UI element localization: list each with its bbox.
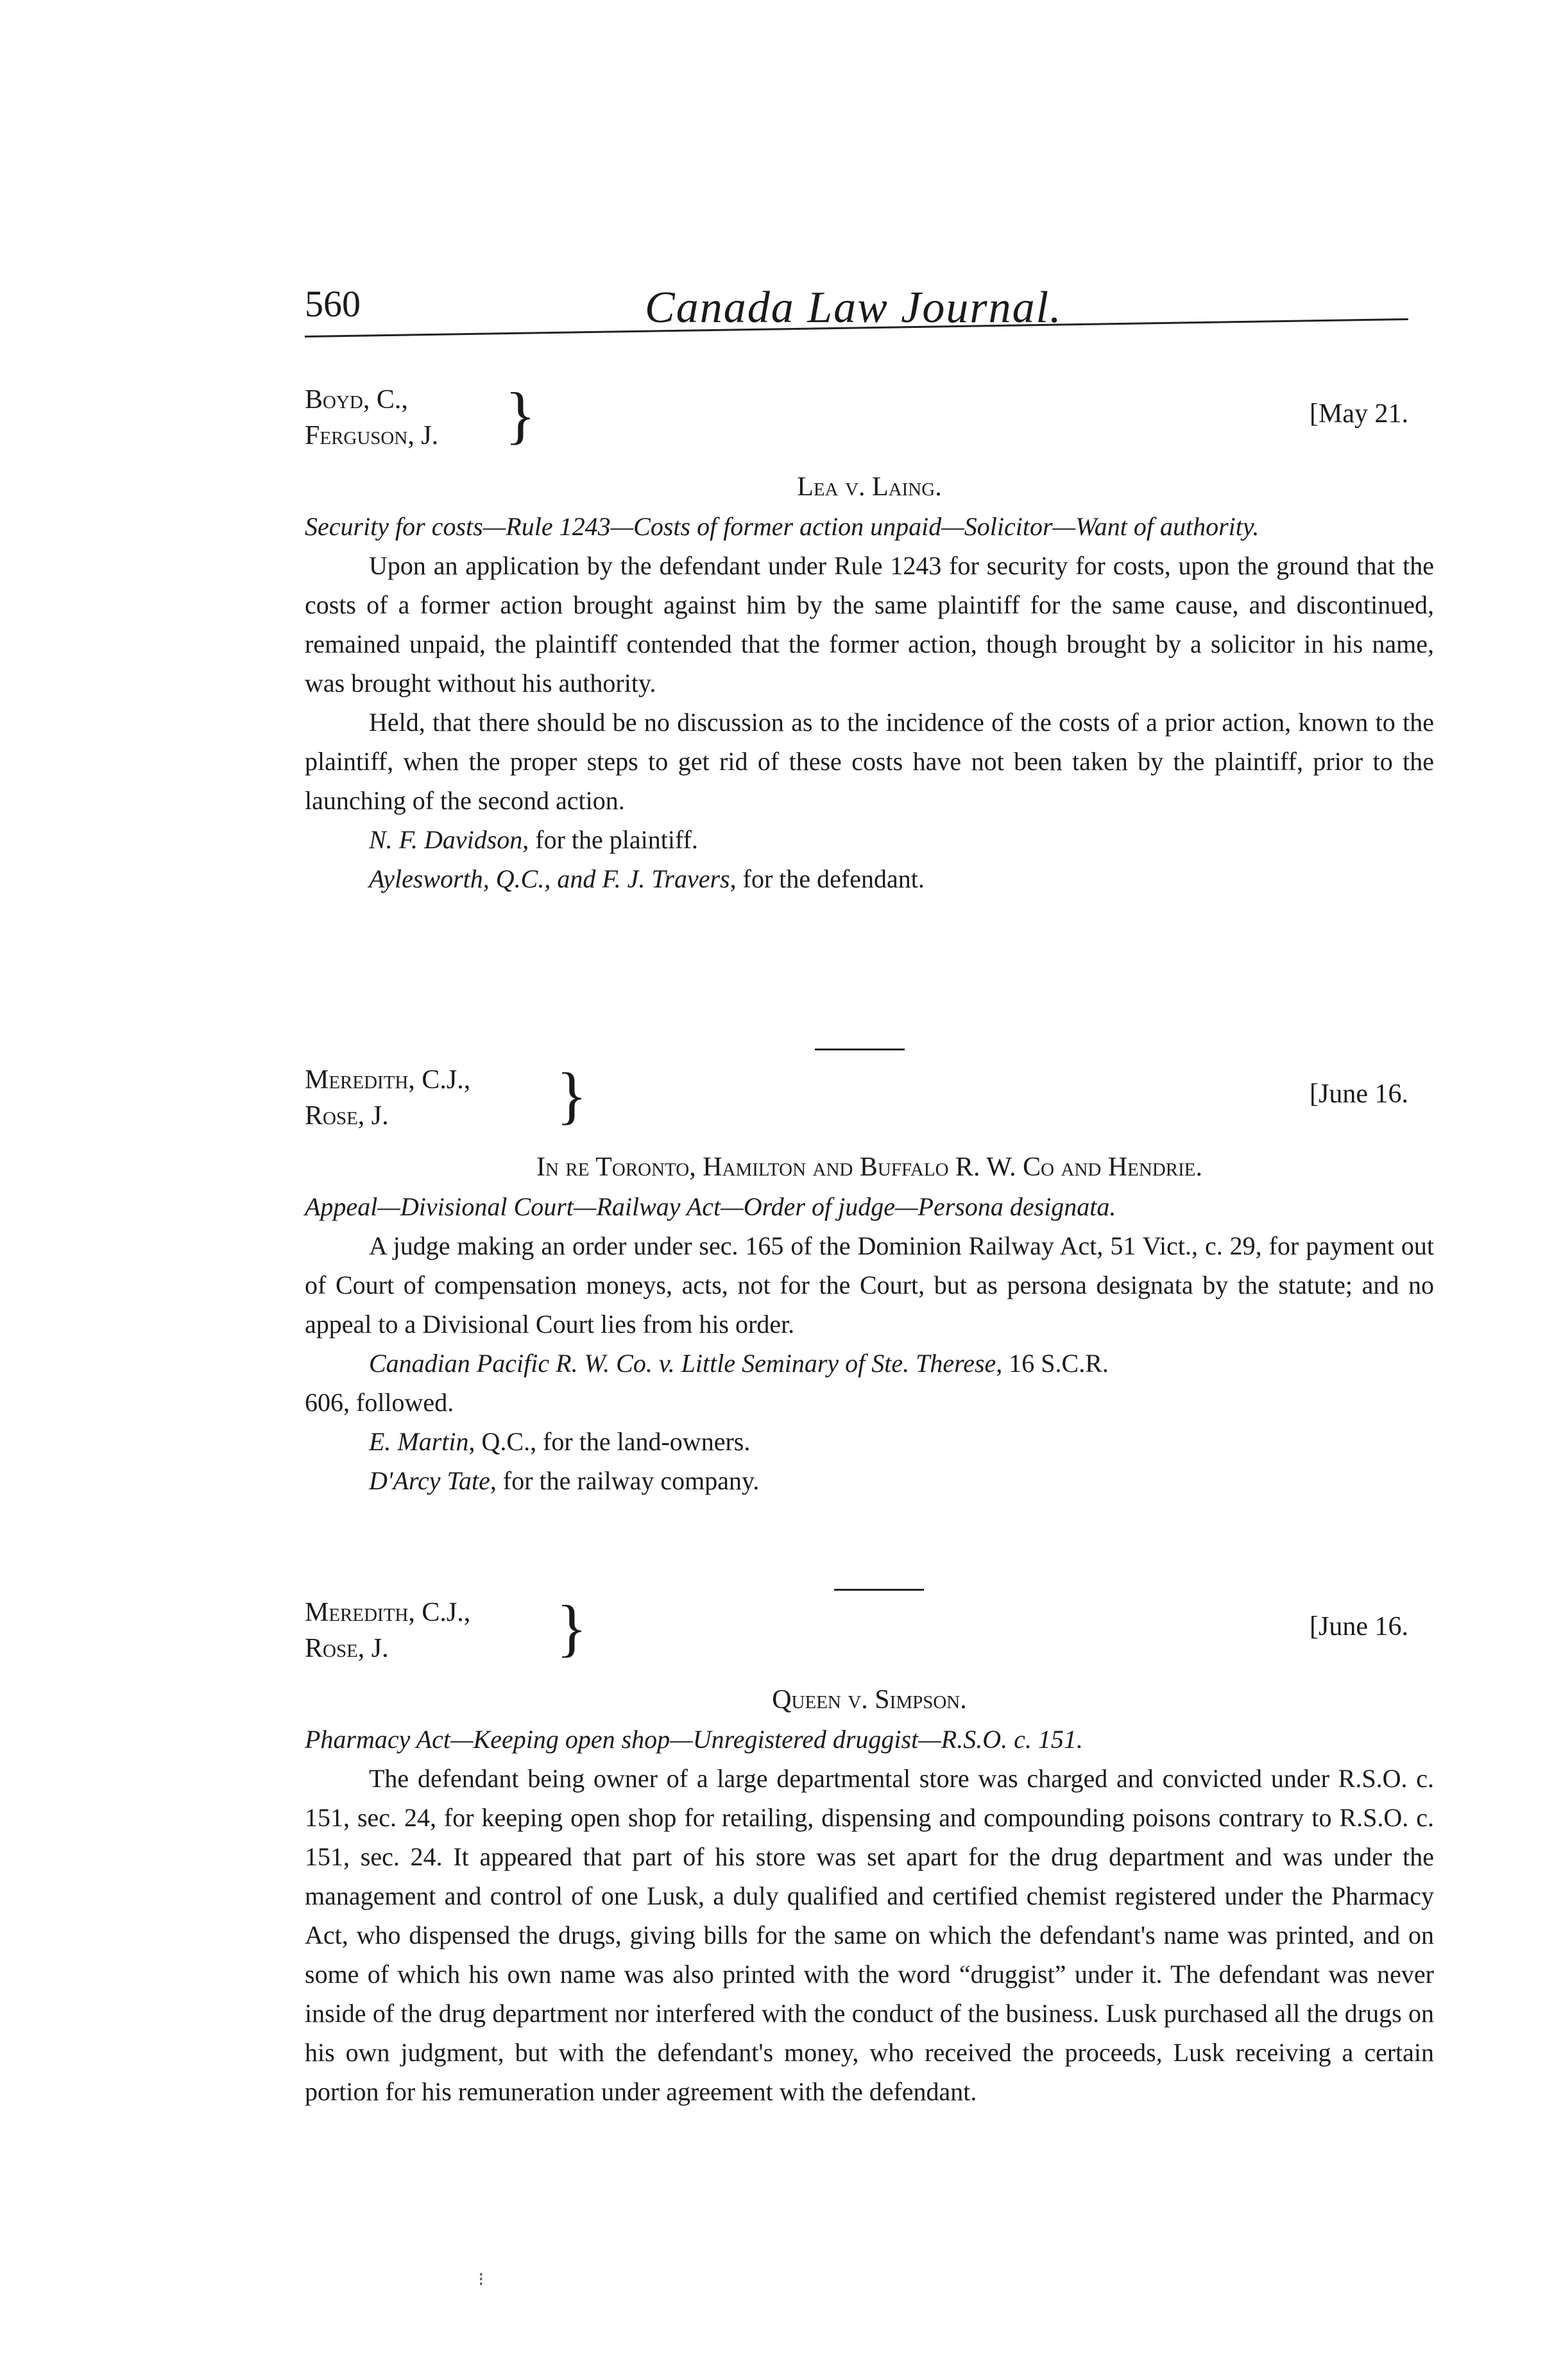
case-separator xyxy=(834,1589,924,1591)
paragraph: Upon an application by the defendant under Rule 1243 for security for costs, upon the ground that the costs of a former action brought against him by the same plaintiff for the same cause, and discontinued, remained unpaid, the plaintiff contended that the former action, though brought by a solicitor in his name, was brought without his authority. xyxy=(305,551,1434,698)
case-title: Lea v. Laing. xyxy=(797,472,942,502)
counsel-role: , for the defendant. xyxy=(730,864,925,893)
counsel-names: N. F. Davidson xyxy=(369,825,523,854)
citation-reference: , 16 S.C.R. xyxy=(996,1349,1109,1378)
counsel-names: E. Martin xyxy=(369,1427,469,1456)
case-lea-v-laing xyxy=(305,379,1434,898)
bench xyxy=(305,379,1434,465)
case-re-toronto-hamilton xyxy=(305,1059,1434,1500)
judges xyxy=(305,1595,470,1666)
headnote: Security for costs—Rule 1243—Costs of former action unpaid—Solicitor—Want of authority. xyxy=(305,512,1259,541)
judge-name: Rose, J. xyxy=(305,1101,389,1131)
journal-title: Canada Law Journal. xyxy=(645,283,1063,332)
counsel-role: , Q.C., for the land-owners. xyxy=(468,1427,751,1456)
brace-glyph: } xyxy=(556,1592,587,1663)
brace-glyph: } xyxy=(556,1059,587,1131)
counsel-names: Aylesworth, Q.C., and F. J. Travers xyxy=(369,864,730,893)
case-title: Queen v. Simpson. xyxy=(772,1685,967,1715)
case-separator xyxy=(815,1049,905,1050)
judge-name: Meredith, C.J., xyxy=(305,1065,471,1095)
paragraph: The defendant being owner of a large departmental store was charged and convicted under R.S.O. c. 151, sec. 24, for keeping open shop for retailing, dispensing and compounding poisons contrary to R.S.O. c. 151, sec. 24. It appeared that part of his store was set apart for the drug department and was under the management and control of one Lusk, a duly qualified and certified chemist registered under the Pharmacy Act, who dispensed the drugs, giving bills for the same on which the defendant's name was printed, and on some of which his own name was also printed with the word “druggist” under it. The defendant was never inside of the drug department nor interfered with the conduct of the business. Lusk purchased all the drugs on his own judgment, but with the defendant's money, who received the proceeds, Lusk receiving a certain portion for his remuneration under agreement with the defendant. xyxy=(305,1764,1434,2106)
cited-case: Canadian Pacific R. W. Co. v. Little Seminary of Ste. Therese xyxy=(369,1349,996,1378)
page-number: 560 xyxy=(305,283,361,325)
judge-name: Ferguson, J. xyxy=(305,421,439,450)
decision-date: [June 16. xyxy=(1310,1612,1408,1641)
counsel-line xyxy=(305,859,1434,898)
brace-glyph: } xyxy=(505,379,536,450)
counsel-line xyxy=(305,820,1434,859)
headnote: Pharmacy Act—Keeping open shop—Unregistered druggist—R.S.O. c. 151. xyxy=(305,1725,1083,1754)
judge-name: Meredith, C.J., xyxy=(305,1598,471,1627)
bench xyxy=(305,1592,1434,1678)
bench xyxy=(305,1059,1434,1145)
judge-name: Rose, J. xyxy=(305,1634,389,1663)
counsel-role: , for the railway company. xyxy=(490,1466,760,1495)
decision-date: [June 16. xyxy=(1310,1079,1408,1109)
paragraph: A judge making an order under sec. 165 of the Dominion Railway Act, 51 Vict., c. 29, for payment out of Court of compensation moneys, acts, not for the Court, but as persona designata by the statute; and no appeal to a Divisional Court lies from his order. xyxy=(305,1231,1434,1339)
counsel-line xyxy=(305,1422,1434,1461)
paragraph: Held, that there should be no discussion as to the incidence of the costs of a prior action, known to the plaintiff, when the proper steps to get rid of these costs have not been taken by the plaintiff, prior to the launching of the second action. xyxy=(305,708,1434,815)
citation-continuation: 606, followed. xyxy=(305,1388,454,1417)
running-head xyxy=(305,282,1412,340)
scan-speck: ⁝ xyxy=(478,2269,484,2290)
counsel-role: , for the plaintiff. xyxy=(522,825,698,854)
case-title: In re Toronto, Hamilton and Buffalo R. W. Co and Hendrie. xyxy=(536,1152,1202,1182)
judges xyxy=(305,382,438,454)
counsel-names: D'Arcy Tate xyxy=(369,1466,490,1495)
judges xyxy=(305,1062,470,1134)
judge-name: Boyd, C., xyxy=(305,385,408,415)
citation-line xyxy=(305,1344,1434,1383)
decision-date: [May 21. xyxy=(1310,399,1408,429)
counsel-line xyxy=(305,1461,1434,1500)
case-queen-v-simpson xyxy=(305,1592,1434,2111)
headnote: Appeal—Divisional Court—Railway Act—Order of judge—Persona designata. xyxy=(305,1192,1116,1221)
